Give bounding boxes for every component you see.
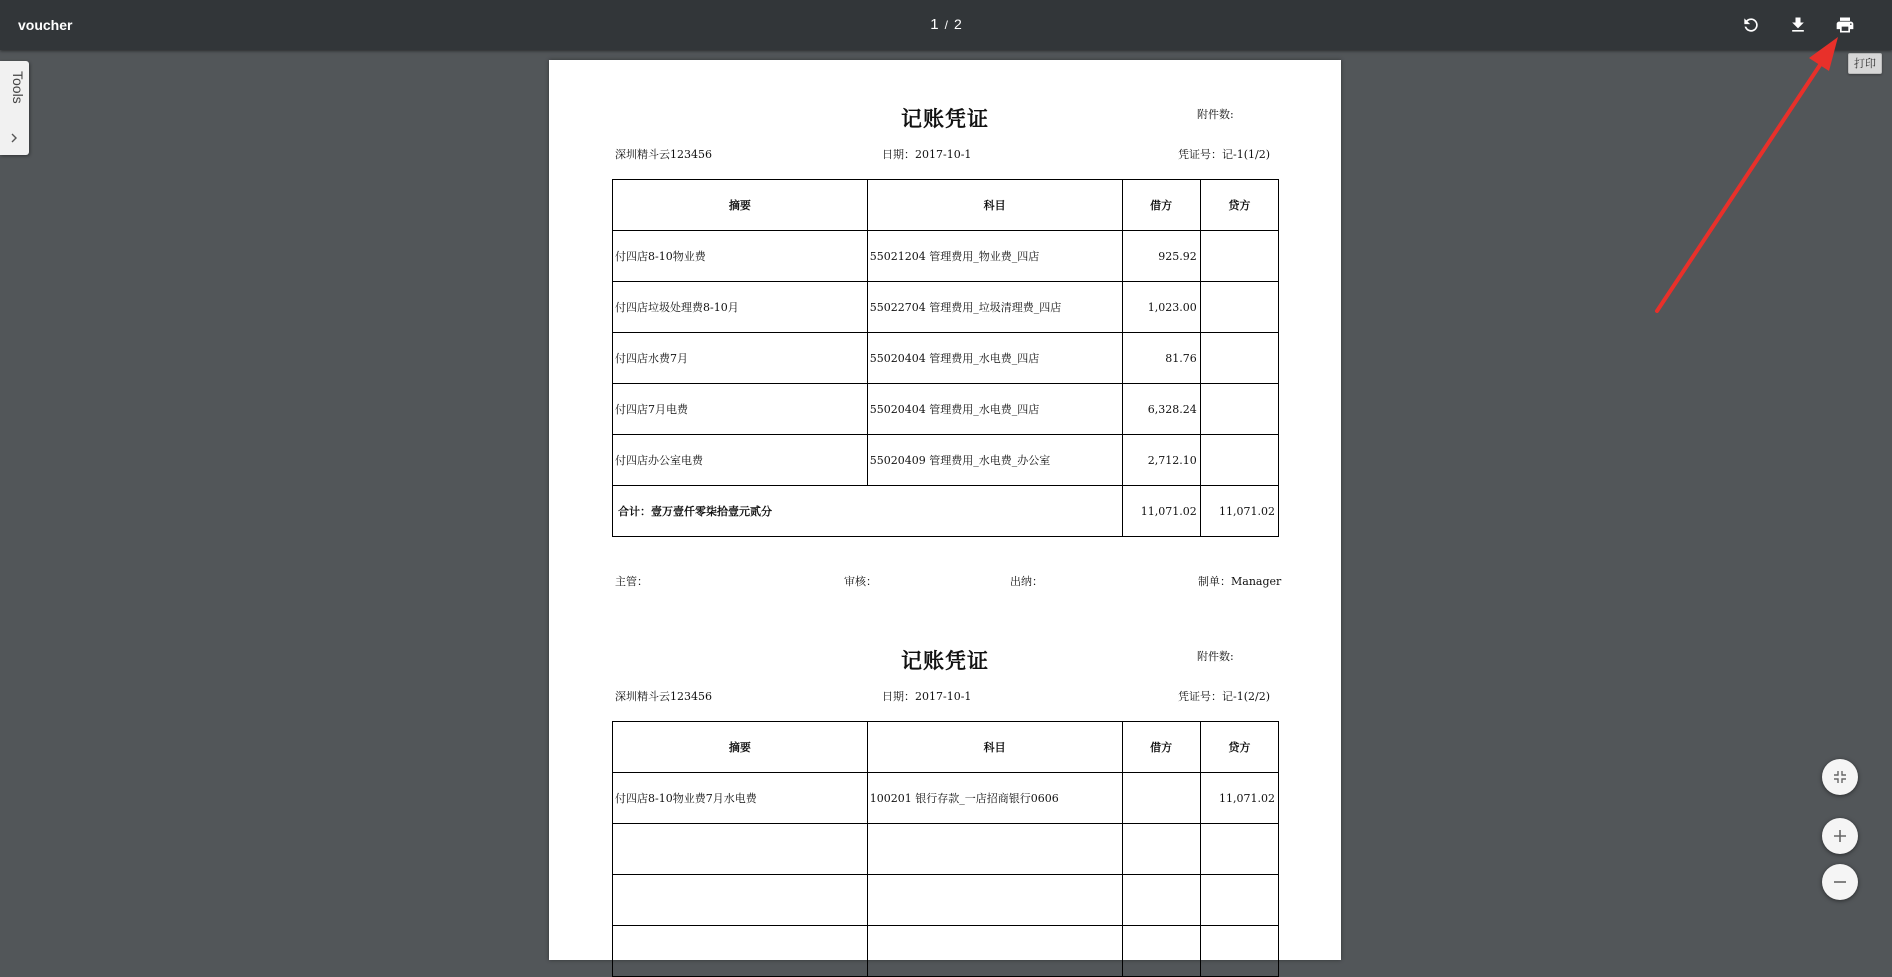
print-icon: [1835, 15, 1855, 35]
table-header-row: [613, 180, 1279, 231]
cell-credit: [1200, 231, 1278, 282]
zoom-in-button[interactable]: [1822, 818, 1858, 854]
table-row: [613, 333, 1279, 384]
cell-debit: [1122, 875, 1200, 926]
voucher-title: 记账凭证: [901, 106, 989, 131]
document-title: voucher: [18, 17, 73, 33]
cell-credit: [1200, 384, 1278, 435]
fit-page-icon: [1832, 769, 1848, 785]
cell-account: 55020409 管理费用_水电费_办公室: [867, 435, 1122, 486]
maker-label: 制单：Manager: [1198, 575, 1282, 588]
attachments-label: 附件数:: [1197, 108, 1234, 121]
header-account: 科目: [867, 180, 1122, 231]
download-button[interactable]: [1786, 13, 1810, 37]
header-credit: 贷方: [1200, 180, 1278, 231]
table-row: [613, 926, 1279, 977]
table-row: [613, 773, 1279, 824]
current-page-input[interactable]: 1: [930, 16, 939, 33]
page-indicator: [0, 0, 1892, 49]
cell-summary: 付四店垃圾处理费8-10月: [613, 282, 868, 333]
table-row: [613, 384, 1279, 435]
voucher-number: 凭证号：记-1(1/2): [1178, 148, 1271, 161]
pdf-page: [549, 60, 1341, 960]
table-row: [613, 435, 1279, 486]
cell-account: 55022704 管理费用_垃圾清理费_四店: [867, 282, 1122, 333]
header-debit: 借方: [1122, 180, 1200, 231]
download-icon: [1788, 15, 1808, 35]
voucher-date: 日期：2017-10-1: [882, 690, 972, 703]
cell-credit: [1200, 282, 1278, 333]
table-row: [613, 875, 1279, 926]
total-row: [613, 486, 1279, 537]
cell-account: [867, 875, 1122, 926]
voucher-number: 凭证号：记-1(2/2): [1178, 690, 1271, 703]
supervisor-label: 主管：: [615, 575, 648, 588]
cell-summary: 付四店7月电费: [613, 384, 868, 435]
voucher-date: 日期：2017-10-1: [882, 148, 972, 161]
fit-page-button[interactable]: [1822, 759, 1858, 795]
cell-summary: [613, 824, 868, 875]
total-label: 合计：壹万壹仟零柒拾壹元贰分: [613, 486, 1123, 537]
print-button[interactable]: [1833, 13, 1857, 37]
plus-icon: [1832, 828, 1848, 844]
cell-debit: [1122, 824, 1200, 875]
cell-debit: [1122, 926, 1200, 977]
company-name: 深圳精斗云123456: [615, 690, 712, 703]
chevron-right-icon: [8, 132, 20, 144]
cell-account: 55021204 管理费用_物业费_四店: [867, 231, 1122, 282]
cell-debit: 6,328.24: [1122, 384, 1200, 435]
annotation-arrow-shaft: [1657, 62, 1822, 311]
cell-summary: [613, 875, 868, 926]
header-summary: 摘要: [613, 180, 868, 231]
attachments-label: 附件数:: [1197, 650, 1234, 663]
header-account: 科目: [867, 722, 1122, 773]
cell-summary: 付四店水费7月: [613, 333, 868, 384]
pdf-toolbar: [0, 0, 1892, 50]
zoom-out-button[interactable]: [1822, 864, 1858, 900]
cell-summary: 付四店8-10物业费: [613, 231, 868, 282]
rotate-button[interactable]: [1739, 13, 1763, 37]
cell-account: [867, 926, 1122, 977]
page-separator: /: [944, 18, 948, 32]
cell-credit: [1200, 875, 1278, 926]
cell-credit: [1200, 333, 1278, 384]
total-debit: 11,071.02: [1122, 486, 1200, 537]
table-row: [613, 824, 1279, 875]
cell-debit: 1,023.00: [1122, 282, 1200, 333]
voucher-table: [612, 721, 1279, 977]
cell-account: [867, 824, 1122, 875]
minus-icon: [1832, 874, 1848, 890]
cell-summary: [613, 926, 868, 977]
tools-tab[interactable]: [0, 61, 29, 155]
rotate-icon: [1741, 15, 1761, 35]
cell-credit: [1200, 824, 1278, 875]
cell-credit: [1200, 435, 1278, 486]
cell-debit: 2,712.10: [1122, 435, 1200, 486]
cell-credit: [1200, 926, 1278, 977]
voucher-table: [612, 179, 1279, 537]
cell-debit: [1122, 773, 1200, 824]
company-name: 深圳精斗云123456: [615, 148, 712, 161]
table-header-row: [613, 722, 1279, 773]
voucher-title: 记账凭证: [901, 648, 989, 673]
header-summary: 摘要: [613, 722, 868, 773]
print-tooltip: 打印: [1848, 53, 1882, 74]
cell-credit: 11,071.02: [1200, 773, 1278, 824]
cell-summary: 付四店办公室电费: [613, 435, 868, 486]
cell-account: 100201 银行存款_一店招商银行0606: [867, 773, 1122, 824]
review-label: 审核：: [844, 575, 877, 588]
total-pages: 2: [953, 16, 962, 32]
cell-summary: 付四店8-10物业费7月水电费: [613, 773, 868, 824]
cashier-label: 出纳：: [1010, 575, 1043, 588]
cell-debit: 81.76: [1122, 333, 1200, 384]
cell-account: 55020404 管理费用_水电费_四店: [867, 384, 1122, 435]
table-row: [613, 231, 1279, 282]
header-debit: 借方: [1122, 722, 1200, 773]
table-row: [613, 282, 1279, 333]
header-credit: 贷方: [1200, 722, 1278, 773]
cell-account: 55020404 管理费用_水电费_四店: [867, 333, 1122, 384]
total-credit: 11,071.02: [1200, 486, 1278, 537]
tools-label: Tools: [10, 71, 26, 104]
cell-debit: 925.92: [1122, 231, 1200, 282]
